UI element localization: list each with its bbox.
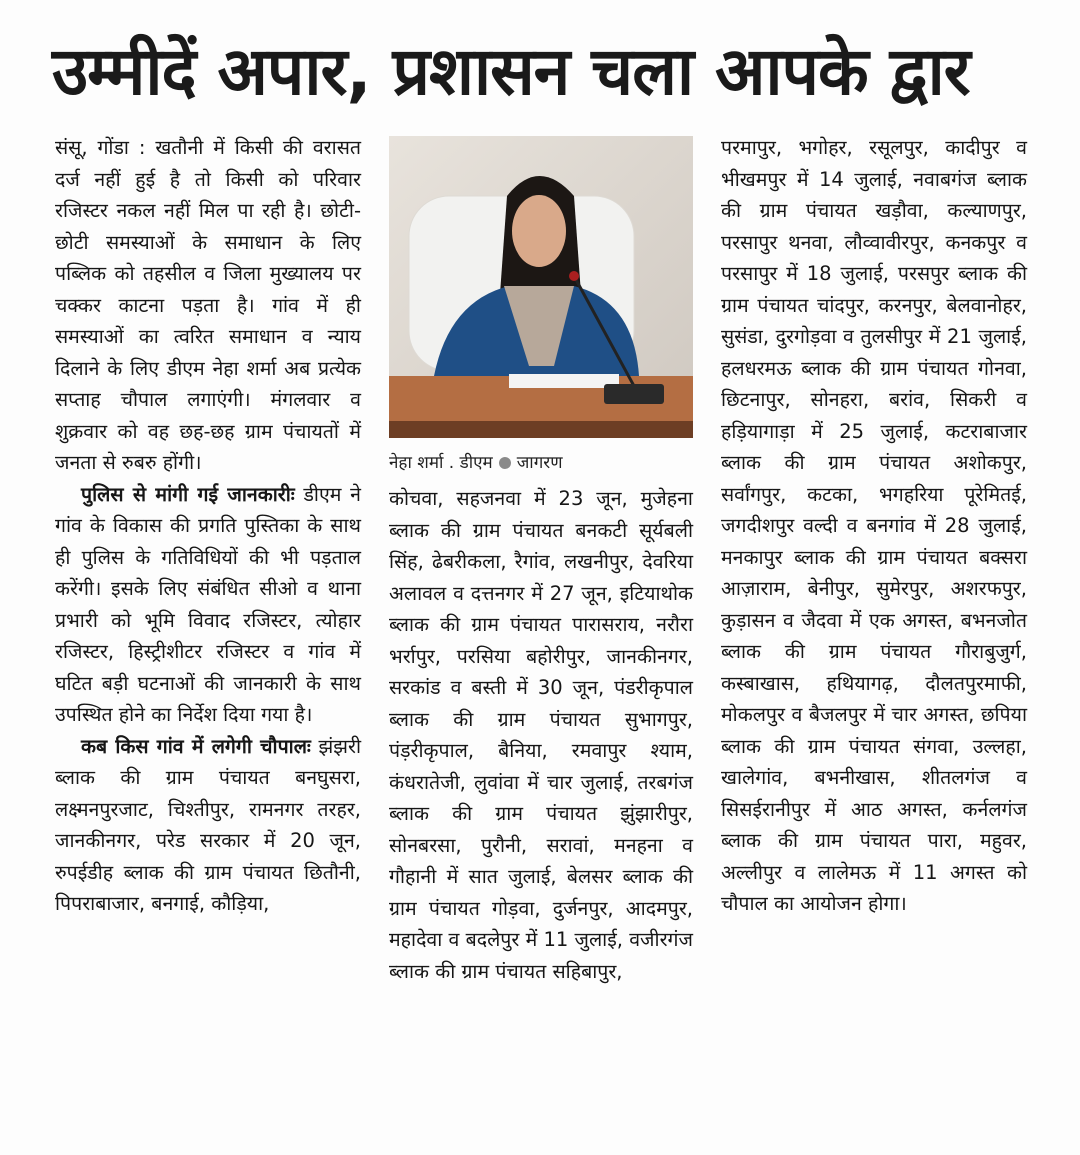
caption-name: नेहा शर्मा . डीएम	[389, 453, 493, 473]
schedule-text: झंझरी ब्लाक की ग्राम पंचायत बनघुसरा, लक्ष्मनपुरजाट, चिश्तीपुर, रामनगर तरहर, जानकीनगर, परेड सरकार में 20 जून, रुपईडीह ब्लाक की ग्राम पंचायत छितौनी, पिपराबाजार, बनगाई, कौड़िया,	[55, 734, 361, 915]
police-subheading: पुलिस से मांगी गई जानकारीः	[81, 482, 295, 506]
dm-photo	[389, 136, 693, 438]
headline: उम्मीदें अपार, प्रशासन चला आपके द्वार	[52, 33, 970, 110]
photo-caption	[389, 448, 693, 478]
column-3-text: परमापुर, भगोहर, रसूलपुर, कादीपुर व भीखमपुर में 14 जुलाई, नवाबगंज ब्लाक की ग्राम पंचायत खड़ौवा, कल्याणपुर, परसापुर थनवा, लौव्वावीरपुर, कनकपुर व परसापुर में 18 जुलाई, परसपुर ब्लाक की ग्राम पंचायत चांदपुर, करनपुर, बेलवानोहर, सुसंडा, दुरगोड़वा व तुलसीपुर में 21 जुलाई, हलधरमऊ ब्लाक की ग्राम पंचायत गोनवा, छिटनापुर, सोनहरा, बरांव, सिकरी व हड़ियागाड़ा में 25 जुलाई, कटराबाजार ब्लाक की ग्राम पंचायत अशोकपुर, सर्वांगपुर, कटका, भगहरिया पूरेमितई, जगदीशपुर वल्दी व बनगांव में 28 जुलाई, मनकापुर ब्लाक की ग्राम पंचायत बक्सरा आज़ाराम, बेनीपुर, सुमेरपुर, अशरफपुर, कुड़ासन व जैदवा में एक अगस्त, बभनजोत ब्लाक की ग्राम पंचायत गौराबुजुर्ग, कस्बाखास, हथियागढ़, दौलतपुरमाफी, मोकलपुर व बैजलपुर में चार अगस्त, छपिया ब्लाक की ग्राम पंचायत संगवा, उल्लहा, खालेगांव, बभनीखास, शीतलगंज व सिसईरानीपुर में आठ अगस्त, कर्नलगंज ब्लाक की ग्राम पंचायत पारा, महुवर, अल्लीपुर व लालेमऊ में 11 अगस्त को चौपाल का आयोजन होगा।	[721, 136, 1027, 915]
intro-paragraph: संसू, गोंडा : खतौनी में किसी की वरासत दर्ज नहीं हुई है तो किसी को परिवार रजिस्टर नकल नहीं मिल पा रही है। छोटी-छोटी समस्याओं के समाधान के लिए पब्लिक को तहसील व जिला मुख्यालय पर चक्कर काटना पड़ता है। गांव में ही समस्याओं का त्वरित समाधान व न्याय दिलाने के लिए डीएम नेहा शर्मा अब प्रत्येक सप्ताह चौपाल लगाएंगी। मंगलवार व शुक्रवार को वह छह-छह ग्राम पंचायतों में जनता से रुबरु होंगी।	[55, 136, 361, 474]
schedule-subheading: कब किस गांव में लगेगी चौपालः	[81, 734, 311, 758]
column-2	[389, 483, 693, 987]
police-paragraph	[55, 479, 361, 731]
police-text: डीएम ने गांव के विकास की प्रगति पुस्तिका के साथ ही पुलिस के गतिविधियों की भी पड़ताल करेंगी। इसके लिए संबंधित सीओ व थाना प्रभारी को भूमि विवाद रजिस्टर, त्योहार रजिस्टर, हिस्ट्रीशीटर रजिस्टर व गांव में घटित बड़ी घटनाओं की जानकारी के साथ उपस्थित होने का निर्देश दिया गया है।	[55, 482, 361, 726]
caption-source: जागरण	[516, 453, 563, 473]
bullet-dot-icon	[499, 457, 511, 469]
column-1	[55, 132, 361, 920]
column-3	[721, 132, 1027, 920]
dm-photo-illustration	[389, 136, 693, 438]
schedule-paragraph	[55, 731, 361, 920]
column-2-text: कोचवा, सहजनवा में 23 जून, मुजेहना ब्लाक की ग्राम पंचायत बनकटी सूर्यबली सिंह, ढेबरीकला, रैगांव, लखनीपुर, देवरिया अलावल व दत्तनगर में 27 जून, इटियाथोक ब्लाक की ग्राम पंचायत पारासराय, नरौरा भर्रापुर, परसिया बहोरीपुर, जानकीनगर, सरकांड व बस्ती में 30 जून, पंडरीकृपाल ब्लाक की ग्राम पंचायत सुभागपुर, पंड़रीकृपाल, बैनिया, रमवापुर श्याम, कंधरातेजी, लुवांवा में चार जुलाई, तरबगंज ब्लाक की ग्राम पंचायत झुंझारीपुर, सोनबरसा, पुरौनी, सरावां, मनहना व गौहानी में सात जुलाई, बेलसर ब्लाक की ग्राम पंचायत गोड़वा, दुर्जनपुर, आदमपुर, महादेवा व बदलेपुर में 11 जुलाई, वजीरगंज ब्लाक की ग्राम पंचायत सहिबापुर,	[389, 487, 693, 983]
